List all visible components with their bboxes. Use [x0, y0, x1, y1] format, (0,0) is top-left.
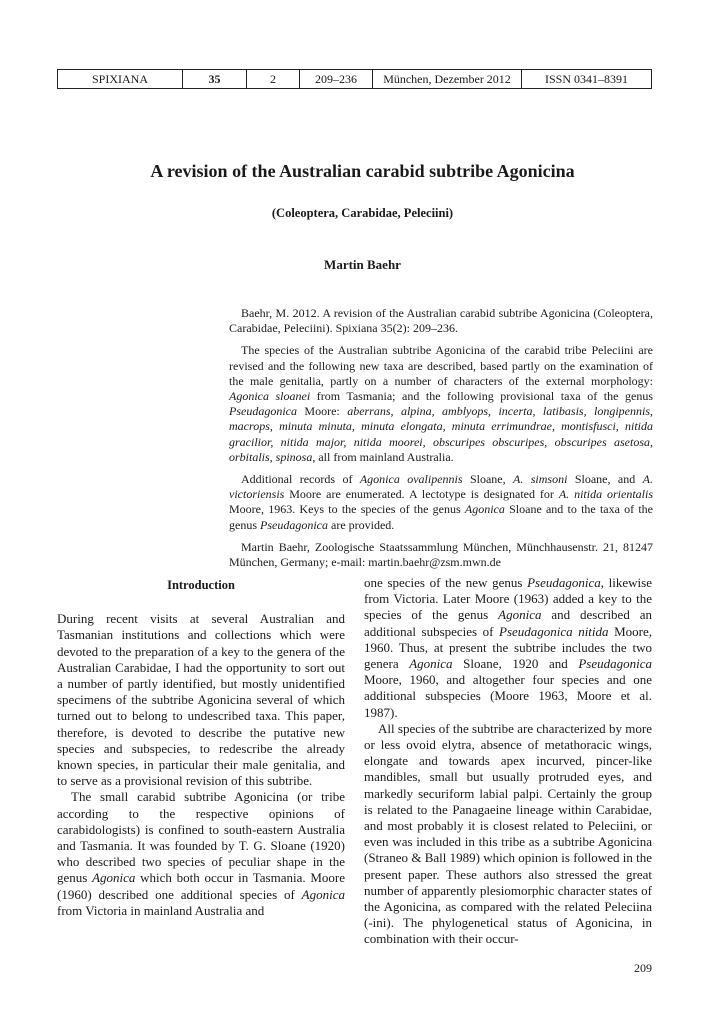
issn: ISSN 0341–8391 [522, 70, 652, 89]
intro-paragraph-continued: one species of the new genus Pseudagonica, likewise from Victoria. Later Moore (1963) added a key to the species of the genus Agonica and described an additional subspecies of Pseudagonica nitida Moore, 1960. Thus, at present the subtribe includes the two genera Agonica Sloane, 1920 and Pseudagonica Moore, 1960, and altogether four species and one additional subspecies (Moore 1963, Moore et al. 1987). [364, 575, 653, 720]
abstract-summary: The species of the Australian subtribe Agonicina of the carabid tribe Peleciini are revised and the following new taxa are described, based partly on the examination of the male genitalia, partly on a number of characters of the external morphology: Agonica sloanei from Tasmania; and the following provisional taxa of the genus Pseudagonica Moore: aberrans, alpina, amblyops, incerta, latibasis, longipennis, macrops, minuta minuta, minuta elongata, minuta errimundrae, montisfusci, nitida gracilior, nitida major, nitida moorei, obscuripes obscuripes, obscuripes asetosa, orbitalis, spinosa, all from mainland Australia. [229, 343, 653, 464]
genus-name: Agonica [464, 502, 505, 517]
journal-header-table [57, 69, 652, 89]
article-title: A revision of the Australian carabid subtribe Agonicina [150, 161, 575, 181]
journal-name: SPIXIANA [58, 70, 183, 89]
left-column [57, 575, 345, 919]
issue-number: 2 [247, 70, 300, 89]
section-heading-introduction: Introduction [167, 578, 235, 592]
genus-name: Agonica [498, 607, 542, 623]
species-name: A. victoriensis [229, 472, 653, 502]
genus-name: Pseudagonica [578, 656, 652, 672]
right-column [364, 575, 652, 948]
species-name: Agonica sloanei [229, 389, 311, 404]
author-name: Martin Baehr [324, 257, 401, 272]
intro-paragraph: All species of the subtribe are characterized by more or less ovoid elytra, absence of metathoracic wings, elongate and towards apex incurved, pincer-like mandibles, small but usually protruded eyes, and markedly securiform labial palpi. Certainly the group is related to the Panagaeine lineage within Carabidae, and most probably it is closest related to Peleciini, or even was included in this tribe as a subtribe Agonicina (Straneo & Ball 1989) which opinion is followed in the present paper. These authors also stressed the great number of apparently plesiomorphic character states of the Agonicina, as compared with the related Peleciina (-ini). The phylogenetical status of Agonicina, in combination with their occur- [364, 720, 652, 947]
intro-paragraph: The small carabid subtribe Agonicina (or tribe according to the respective opinions of carabidologists) is confined to south-eastern Australia and Tasmania. It was founded by T. G. Sloane (1920) who described two species of peculiar shape in the genus Agonica which both occur in Tasmania. Moore (1960) described one additional species of Agonica from Victoria in mainland Australia and [57, 789, 345, 918]
page-number: 209 [634, 961, 652, 975]
species-name: A. nitida orientalis [558, 487, 653, 502]
author-address: Martin Baehr, Zoologische Staatssammlung München, Münchhausenstr. 21, 81247 München, Germany; e-mail: martin.baehr@zsm.mwn.de [229, 539, 653, 570]
article-subtitle: (Coleoptera, Carabidae, Peleciini) [271, 206, 454, 220]
intro-paragraph: During recent visits at several Australian and Tasmanian institutions and collections which were devoted to the preparation of a key to the genera of the Australian Carabidae, I had the opportunity to sort out a number of partly identified, but mostly unidentified specimens of the subtribe Agonicina several of which turned out to belong to undescribed taxa. This paper, therefore, is devoted to describe the putative new species and subspecies, to redescribe the already known species, in particular their male genitalia, and to serve as a provisional revision of this subtribe. [57, 611, 345, 789]
species-name: A. simsoni [513, 472, 568, 487]
place-date: München, Dezember 2012 [373, 70, 522, 89]
new-taxa-list: aberrans, alpina, amblyops, incerta, latibasis, longipennis, macrops, minuta minuta, minuta elongata, minuta errimundrae, montisfusci, nitida gracilior, nitida major, nitida moorei, obscuripes obscuripes, obscuripes asetosa, orbitalis, spinosa [229, 404, 653, 464]
genus-name: Agonica [301, 886, 345, 902]
volume-number: 35 [183, 70, 247, 89]
abstract [229, 306, 653, 577]
abstract-records: Additional records of Agonica ovalipennis Sloane, A. simsoni Sloane, and A. victoriensis Moore are enumerated. A lectotype is designated for A. nitida orientalis Moore, 1963. Keys to the species of the genus Agonica Sloane and to the taxa of the genus Pseudagonica are provided. [229, 472, 654, 532]
genus-name: Agonica [92, 870, 136, 886]
genus-name: Pseudagonica [260, 517, 328, 532]
species-name: Agonica ovalipennis [359, 472, 463, 487]
abstract-citation: Baehr, M. 2012. A revision of the Australian carabid subtribe Agonicina (Coleoptera, Carabidae, Peleciini). Spixiana 35(2): 209–236. [229, 306, 653, 336]
page-range: 209–236 [300, 70, 373, 89]
genus-name: Pseudagonica [229, 404, 297, 419]
species-name: Pseudagonica nitida [499, 623, 609, 639]
genus-name: Pseudagonica [527, 575, 601, 590]
genus-name: Agonica [409, 656, 453, 672]
